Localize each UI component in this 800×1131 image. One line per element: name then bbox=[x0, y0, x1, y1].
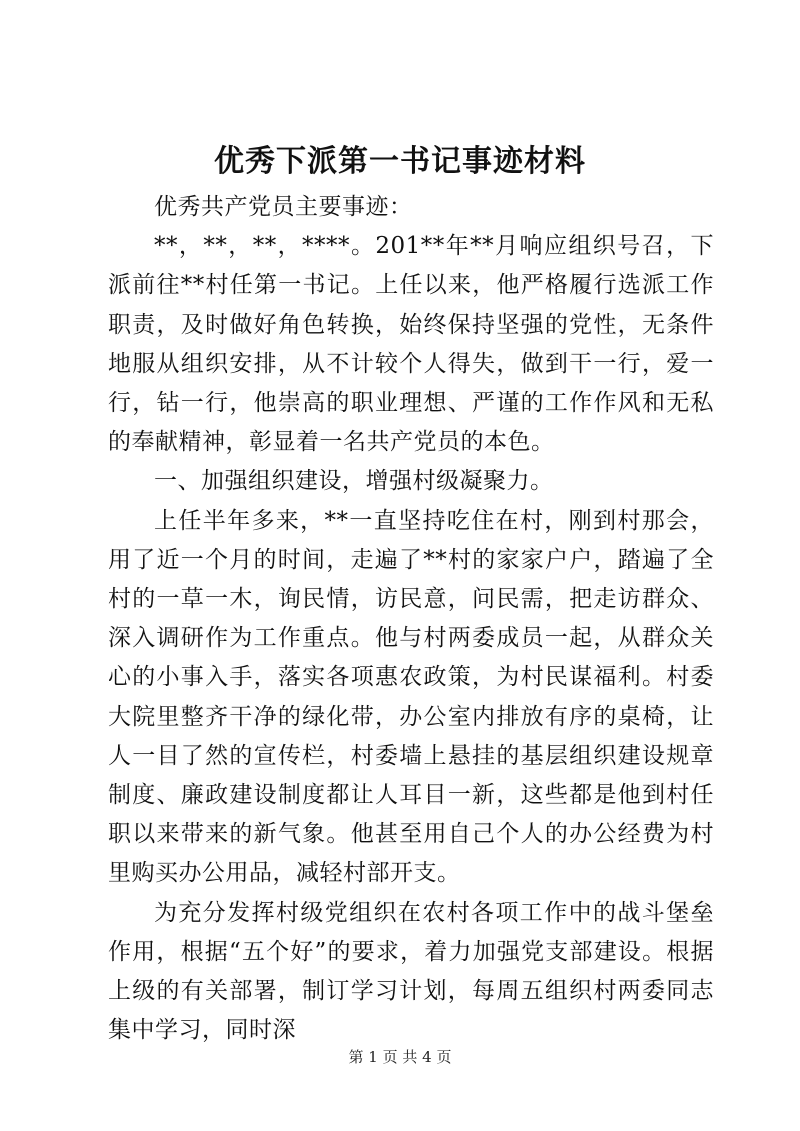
paragraph-section-1-a: 上任半年多来，**一直坚持吃住在村，刚到村那会，用了近一个月的时间，走遍了**村的家家户户，踏遍了全村的一草一木，询民情，访民意，问民需，把走访群众、深入调研作为工作重点。他与村两委成员一起，从群众关心的小事入手，落实各项惠农政策，为村民谋福利。村委大院里整齐干净的绿化带，办公室内排放有序的桌椅，让人一目了然的宣传栏，村委墙上悬挂的基层组织建设规章制度、廉政建设制度都让人耳目一新，这些都是他到村任职以来带来的新气象。他甚至用自己个人的办公经费为村里购买办公用品，减轻村部开支。 bbox=[108, 507, 714, 887]
paragraph-section-1-b: 为充分发挥村级党组织在农村各项工作中的战斗堡垒作用，根据“五个好”的要求，着力加强党支部建设。根据上级的有关部署，制订学习计划，每周五组织村两委同志集中学习，同时深 bbox=[108, 899, 714, 1044]
document-body bbox=[108, 188, 714, 1050]
document-title: 优秀下派第一书记事迹材料 bbox=[214, 144, 586, 179]
page-footer: 第 1 页 共 4 页 bbox=[348, 1048, 452, 1066]
paragraph-summary: **，**，**，****。201**年**月响应组织号召，下派前往**村任第一书记。上任以来，他严格履行选派工作职责，及时做好角色转换，始终保持坚强的党性，无条件地服从组织安排，从不计较个人得失，做到干一行，爱一行，钻一行，他崇高的职业理想、严谨的工作作风和无私的奉献精神，彰显着一名共产党员的本色。 bbox=[108, 233, 714, 456]
paragraph-intro-label: 优秀共产党员主要事迹： bbox=[154, 194, 413, 220]
section-heading-1: 一、加强组织建设，增强村级凝聚力。 bbox=[154, 468, 554, 495]
